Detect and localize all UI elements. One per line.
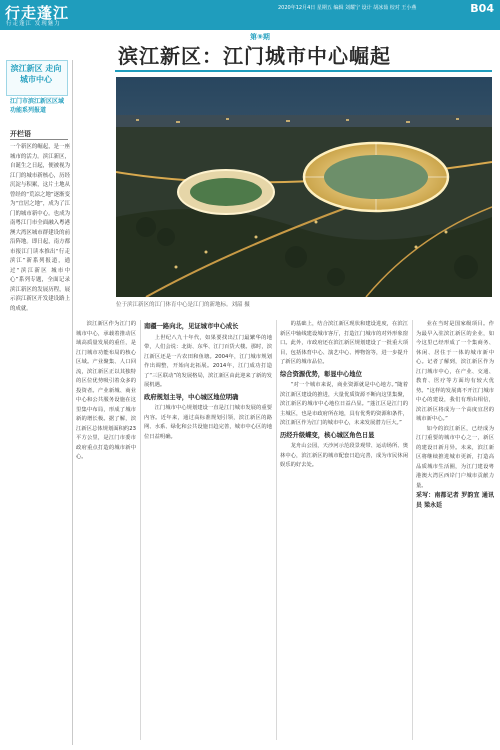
intro-divider (10, 139, 68, 140)
photo-caption: 位于滨江新区的江门体育中心是江门的新地标。刘韶 摄 (116, 302, 250, 308)
column-4 (416, 320, 494, 510)
date-meta: 2020年12月4日 星期五 编辑 刘耀宁 设计 胡冰茹 校对 王小燕 (278, 5, 417, 11)
column-3 (280, 320, 408, 471)
intro-text: 一个新区的崛起，是一座城市的活力。滨江新区，自诞生之日起，便被视为江门的城市新核心，历经沉淀与积累，这片土地从曾经的“荒凉之地”逐渐变为“宜居之地”，成为了江门的城市新中心。也成为南粤江门市全面融入粤港澳大湾区城市群建设的前沿阵地。即日起，南方都市报江门读本推出“行走滨江”新系列报道，通过“滨江新区 城市中心”系列专题，全面记录滨江新区的发展历程，展示滨江新区开发建设路上的成就。 (10, 144, 70, 312)
stadium-photo (116, 77, 492, 297)
headline-rule (115, 70, 492, 72)
page-number: B04 (470, 2, 494, 15)
column-3-text: 的基础上，结合滨江新区现状和建设进度，在滨江新区中轴线建设城市客厅，打造江门城市的对外形象窗口。此外，市政府还在滨江新区规划建设了一批重大项目，包括体育中心、演艺中心、博物馆等，进一步提升了新区的城市品位。 (280, 321, 408, 365)
issue-kicker: 第⑨期 (250, 33, 270, 41)
intro-label: 开栏语 (10, 130, 31, 138)
sidebar-divider (72, 60, 73, 745)
section-slogan: 行走蓬江 发现魅力 (6, 21, 61, 27)
column-2 (144, 320, 272, 442)
stadium-illustration (116, 77, 492, 297)
column-3-text-b: “对一个城市来说，商业资源就是中心地方。”随着滨江新区建设的推进，大量优质资源不断向这里集聚，滨江新区的城市中心地位日益凸显。“蓬江区是江门的主城区，也是市政府所在地，具有优秀的资源和条件，滨江新区作为江门的城市中心，未来发展潜力巨大。” (280, 382, 408, 426)
section-heading: 综合资源优势，彰显中心地位 (280, 370, 362, 378)
sidebar-subtitle: 江门市滨江新区区域功能系列报道 (10, 98, 65, 114)
section-heading: 政府规划主导，中心城区地位明确 (144, 393, 239, 401)
byline: 采写：南都记者 罗韵宜 通讯员 梁永廷 (416, 492, 494, 509)
section-heading: 南疆一路向北，见证城市中心成长 (144, 323, 239, 330)
section-heading: 历经升级蝶变，核心城区角色日显 (280, 431, 375, 439)
column-4-text-b: 如今的滨江新区，已经成为江门重要的城市中心之一，新区的建设日新月异。未来，滨江新区将继续推进城市更新，打造高品质城市生活圈，为江门建设粤港澳大湾区西岸门户城市贡献力量。 (416, 425, 494, 489)
column-2-text: 上世纪八九十年代，如果要找出江门最繁华的地带，人们会说：北街、东华、江门百货大楼。那时，滨江新区还是一片农田和鱼塘。2004年，江门城市规划作出调整，开始向北拓展。2014年，江门成功打造了“三区联动”的发展格局，滨江新区由此迎来了新的发展机遇。 (144, 334, 272, 388)
column-divider-2 (276, 320, 277, 740)
section-title: 行走蓬江 (5, 4, 70, 22)
masthead-bar (0, 0, 500, 30)
column-4-text: 业在当时是国家级项目。作为最早入驻滨江新区的企业，如今这里已经形成了一个集商务、休闲、居住于一体的城市新中心。记者了解到，滨江新区作为江门城市中心，在产业、交通、教育、医疗等方面均有较大优势。“这样的发展离不开江门城市中心的建设，我们有理由相信，滨江新区将成为一个高度宜居的城市新中心。” (416, 321, 494, 422)
column-1-text: 滨江新区作为江门的城市中心，承载着推动区域高质量发展的重任，是江门城市功能布局的核心区域。产业聚集、人口回流，滨江新区正以其独特的区位优势吸引着众多的投资者。产业新城、商业中心和公共服务设施在这里集中布局，形成了城市新的增长极。据了解，滨江新区总体规划面积约23平方公里，是江门市委市政府重点打造的城市新中心。 (76, 321, 136, 460)
column-divider-1 (140, 320, 141, 740)
column-3-text-c: 龙舟山公园，天沙河示范段景观带、运动场所、奥林中心，滨江新区的城市配套日趋完善，成为市民休闲娱乐的好去处。 (280, 443, 408, 468)
column-2-text-b: 江门城市中心规划建设一直是江门城市发展的重要内容。近年来，通过高标准规划引领，滨江新区的路网、水系、绿化和公共设施日趋完善，城市中心区的地位日益明确。 (144, 405, 272, 440)
page-title: 滨江新区：江门城市中心崛起 (118, 44, 391, 68)
column-1 (76, 320, 136, 463)
sidebar-title: 滨江新区 走向城市中心 (10, 64, 62, 84)
column-divider-3 (412, 320, 413, 740)
